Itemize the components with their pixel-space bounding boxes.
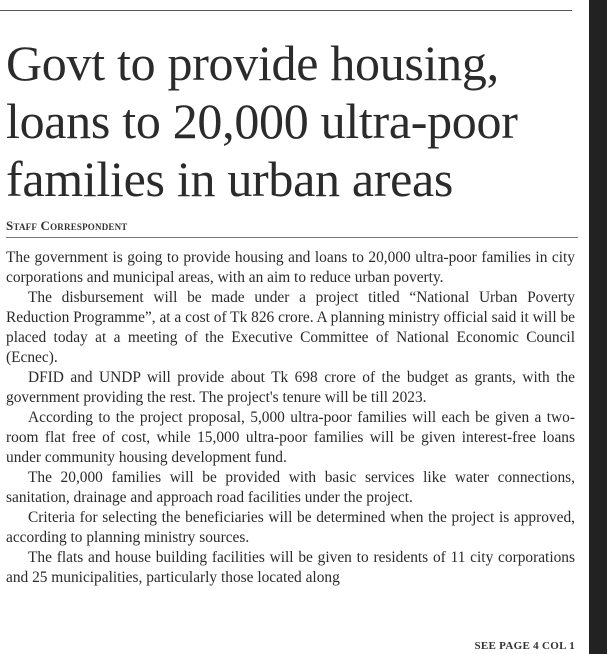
paragraph: Criteria for selecting the beneficiaries will be determined when the project is approved, according to planning ministry sources.: [6, 509, 575, 546]
continuation-note: SEE PAGE 4 COL 1: [474, 640, 575, 652]
paragraph: DFID and UNDP will provide about Tk 698 crore of the budget as grants, with the government providing the rest. The project's tenure will be till 2023.: [6, 369, 575, 406]
paragraph: According to the project proposal, 5,000 ultra-poor families will each be given a two-room flat free of cost, while 15,000 ultra-poor families will be given interest-free loans under community housing development fund.: [6, 409, 575, 466]
headline: Govt to provide housing, loans to 20,000 ultra-poor families in urban areas: [6, 35, 518, 207]
byline-rule: [6, 237, 578, 238]
page-edge: [589, 0, 607, 654]
paragraph: The 20,000 families will be provided with basic services like water connections, sanitation, drainage and approach road facilities under the project.: [6, 469, 575, 506]
paragraph: The disbursement will be made under a project titled “National Urban Poverty Reduction Programme”, at a cost of Tk 826 crore. A planning ministry official said it will be placed today at a meeting of the Executive Committee of National Economic Council (Ecnec).: [6, 289, 575, 366]
paragraph: The government is going to provide housing and loans to 20,000 ultra-poor families in city corporations and municipal areas, with an aim to reduce urban poverty.: [6, 249, 575, 286]
paragraph: The flats and house building facilities will be given to residents of 11 city corporations and 25 municipalities, particularly those located along: [6, 549, 575, 586]
top-rule: [0, 10, 572, 11]
article-body: [6, 248, 575, 588]
byline: Staff Correspondent: [6, 218, 128, 233]
